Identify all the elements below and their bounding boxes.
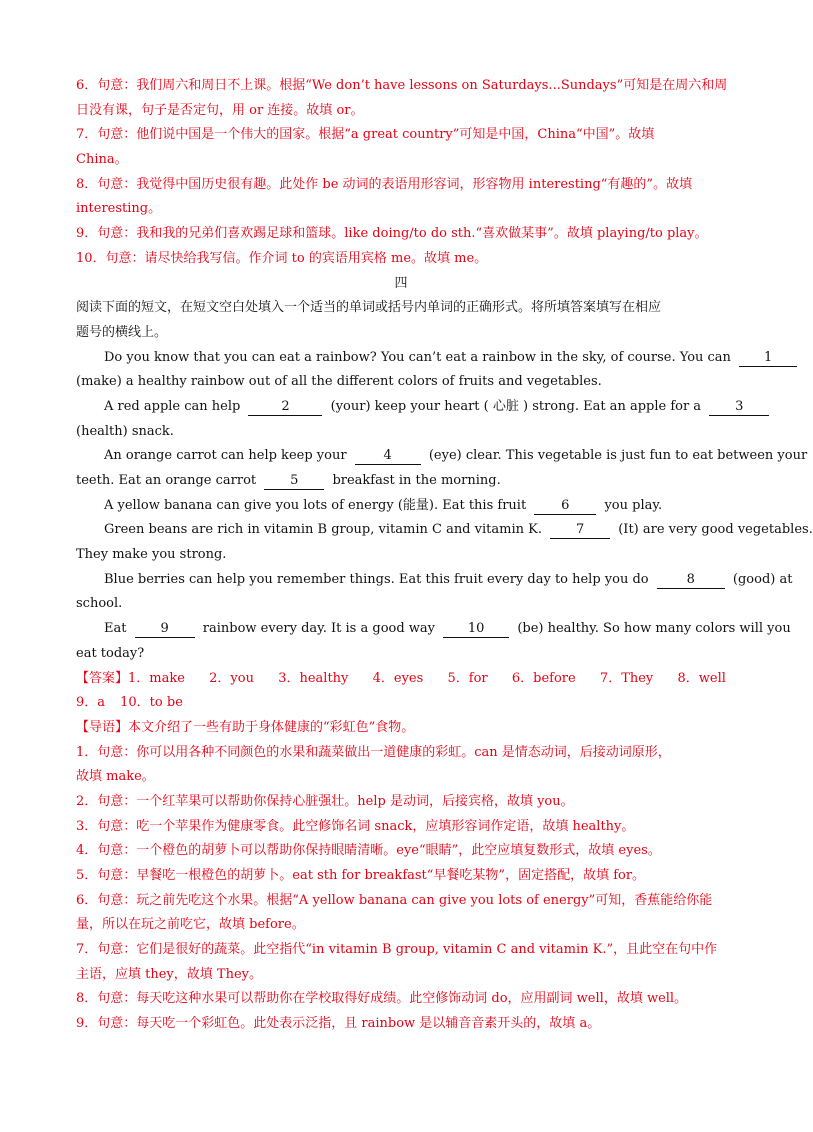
passage-line bbox=[76, 346, 773, 371]
passage-line bbox=[76, 370, 726, 395]
explanation-line: 10．句意：请尽快给我写信。作介词 to 的宾语用宾格 me。故填 me。 bbox=[76, 250, 488, 266]
explanation-line: 8．句意：每天吃这种水果可以帮助你在学校取得好成绩。此空修饰动词 do，应用副词 well，故填 well。 bbox=[76, 991, 688, 1007]
passage-text: A yellow banana can give you lots of energy (能量). Eat this fruit bbox=[104, 497, 527, 513]
answer-item: 1．make bbox=[128, 670, 185, 686]
passage-text: eat today? bbox=[76, 645, 145, 661]
explanation-line: 量，所以在玩之前吃它，故填 before。 bbox=[76, 917, 305, 933]
answer-item: 9．a bbox=[76, 695, 106, 711]
explanation-line: 9．句意：我和我的兄弟们喜欢踢足球和篮球。like doing/to do sth.“喜欢做某事”。故填 playing/to play。 bbox=[76, 226, 708, 242]
passage-text: A red apple can help bbox=[104, 398, 241, 414]
explanation-line: 3．句意：吃一个苹果作为健康零食。此空修饰名词 snack，应填形容词作定语，故填 healthy。 bbox=[76, 818, 635, 834]
guide-line bbox=[76, 716, 726, 741]
passage-text: school. bbox=[76, 596, 123, 612]
answer-item: 2．you bbox=[209, 670, 254, 686]
explanation-line: 6．句意：我们周六和周日不上课。根据“We don’t have lessons on Saturdays...Sundays”可知是在周六和周 bbox=[76, 78, 728, 93]
passage-text: (good) at bbox=[732, 571, 793, 587]
answer-blank-10: 10 bbox=[443, 621, 509, 638]
explanations-top bbox=[76, 74, 726, 272]
explanation-line: 9．句意：每天吃一个彩虹色。此处表示泛指，且 rainbow 是以辅音音素开头的，故填 a。 bbox=[76, 1016, 601, 1032]
answer-blank-6: 6 bbox=[534, 498, 596, 515]
answer-blank-5: 5 bbox=[264, 473, 324, 490]
answer-blank-1: 1 bbox=[739, 350, 797, 367]
answer-item: 8．well bbox=[677, 670, 726, 686]
answer-blank-3: 3 bbox=[709, 399, 769, 416]
answer-item: 3．healthy bbox=[278, 670, 349, 686]
answer-item: 5．for bbox=[447, 670, 488, 686]
explanation-line: 8．句意：我觉得中国历史很有趣。此处作 be 动词的表语用形容词，形容物用 interesting“有趣的”。故填 bbox=[76, 176, 693, 192]
passage-text: (eye) clear. This vegetable is just fun to eat between your bbox=[428, 448, 808, 464]
passage bbox=[76, 346, 813, 667]
answer-item: 7．They bbox=[599, 670, 654, 686]
passage-text: They make you strong. bbox=[76, 547, 227, 563]
passage-text: Green beans are rich in vitamin B group, vitamin C and vitamin K. bbox=[104, 522, 542, 538]
passage-line bbox=[76, 444, 808, 469]
guide-text: 本文介绍了一些有助于身体健康的“彩虹色”食物。 bbox=[128, 719, 415, 735]
answer-blank-4: 4 bbox=[355, 448, 421, 465]
passage-line bbox=[76, 592, 726, 617]
answer-blank-2: 2 bbox=[248, 399, 322, 416]
passage-text: Do you know that you can eat a rainbow? You can’t eat a rainbow in the sky, of course. You can bbox=[104, 349, 731, 365]
answer-blank-9: 9 bbox=[135, 621, 195, 638]
answer-item: 10．to be bbox=[120, 695, 183, 711]
explanation-line: 故填 make。 bbox=[76, 769, 155, 785]
passage-line bbox=[76, 518, 813, 543]
answer-key-label bbox=[76, 667, 185, 692]
explanation-line: China。 bbox=[76, 152, 128, 168]
passage-text: (make) a healthy rainbow out of all the different colors of fruits and vegetables. bbox=[76, 374, 602, 390]
passage-text: breakfast in the morning. bbox=[332, 473, 501, 488]
answer-key-line bbox=[76, 691, 726, 716]
passage-line bbox=[76, 395, 744, 420]
passage-line bbox=[76, 543, 726, 568]
explanation-line: 主语，应填 they，故填 They。 bbox=[76, 966, 262, 982]
explanation-line: 7．句意：它们是很好的蔬菜。此空指代“in vitamin B group, vitamin C and vitamin K.”，且此空在句中作 bbox=[76, 942, 718, 958]
explanation-line: 6．句意：玩之前先吃这个水果。根据“A yellow banana can give you lots of energy”可知，香蕉能给你能 bbox=[76, 892, 713, 908]
explanation-line: 5．句意：早餐吃一根橙色的胡萝卜。eat sth for breakfast“早餐吃某物”，固定搭配，故填 for。 bbox=[76, 868, 646, 883]
answer-key-line bbox=[76, 667, 726, 692]
explanation-line: 1．句意：你可以用各种不同颜色的水果和蔬菜做出一道健康的彩虹。can 是情态动词，后接动词原形， bbox=[76, 744, 671, 760]
answer-label: 【答案】 bbox=[76, 670, 129, 686]
answer-item: 6．before bbox=[511, 670, 576, 686]
passage-text: An orange carrot can help keep your bbox=[104, 448, 347, 464]
answer-blank-8: 8 bbox=[657, 572, 725, 589]
passage-text: Eat bbox=[104, 621, 127, 637]
passage-text: Blue berries can help you remember things. Eat this fruit every day to help you do bbox=[104, 571, 649, 587]
passage-line bbox=[76, 642, 726, 667]
explanation-line: 7．句意：他们说中国是一个伟大的国家。根据“a great country”可知是中国，China“中国”。故填 bbox=[76, 127, 655, 143]
explanations-bottom bbox=[76, 741, 726, 1037]
section-number: 四 bbox=[394, 275, 408, 291]
explanation-line: 日没有课，句子是否定句，用 or 连接。故填 or。 bbox=[76, 102, 364, 118]
passage-text: teeth. Eat an orange carrot bbox=[76, 473, 257, 488]
passage-line bbox=[76, 617, 791, 642]
explanation-line: 2．句意：一个红苹果可以帮助你保持心脏强壮。help 是动词，后接宾格，故填 you。 bbox=[76, 793, 574, 809]
passage-line bbox=[76, 469, 726, 494]
passage-text: rainbow every day. It is a good way bbox=[202, 621, 436, 637]
answer-item: 4．eyes bbox=[372, 670, 424, 686]
document-page bbox=[76, 74, 813, 1037]
guide-label: 【导语】 bbox=[76, 719, 129, 735]
explanation-line: 4．句意：一个橙色的胡萝卜可以帮助你保持眼睛清晰。eye“眼睛”，此空应填复数形式，故填 eyes。 bbox=[76, 843, 661, 859]
passage-line bbox=[76, 568, 793, 593]
passage-text: (It) are very good vegetables. bbox=[618, 522, 813, 538]
explanation-line: interesting。 bbox=[76, 201, 162, 217]
passage-line bbox=[76, 420, 726, 445]
passage-line bbox=[76, 494, 726, 519]
instruction-line: 题号的横线上。 bbox=[76, 324, 168, 340]
passage-text: (be) healthy. So how many colors will you bbox=[517, 621, 791, 637]
passage-text: (your) keep your heart ( 心脏 ) strong. Eat an apple for a bbox=[330, 398, 702, 414]
instruction-line: 阅读下面的短文，在短文空白处填入一个适当的单词或括号内单词的正确形式。将所填答案填写在相应 bbox=[76, 300, 662, 316]
passage-text: you play. bbox=[604, 497, 663, 513]
answer-blank-7: 7 bbox=[550, 522, 610, 539]
passage-text: (health) snack. bbox=[76, 423, 174, 439]
